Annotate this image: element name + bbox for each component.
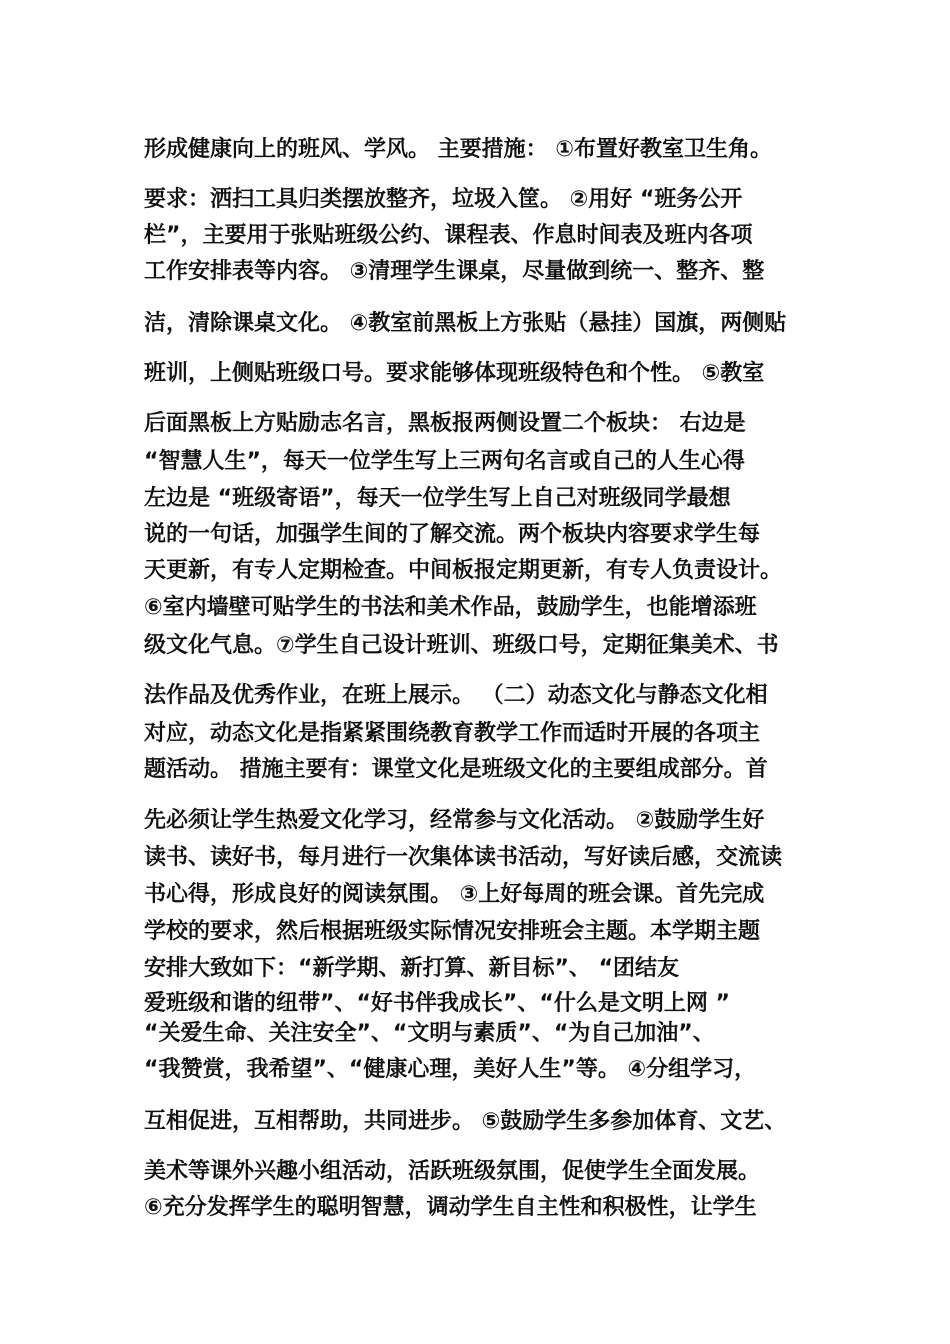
text-line: 要求：洒扫工具归类摆放整齐，垃圾入筐。 ②用好 “班务公开 — [144, 187, 743, 212]
text-line: “智慧人生”，每天一位学生写上三两句名言或自己的人生心得 — [144, 449, 745, 474]
text-line: 对应，动态文化是指紧紧围绕教育教学工作而适时开展的各项主 — [144, 721, 761, 746]
text-line: 班训，上侧贴班级口号。要求能够体现班级特色和个性。 ⑤教室 — [144, 361, 765, 386]
text-line: “我赞赏，我希望”、“健康心理，美好人生”等。 ④分组学习， — [144, 1057, 757, 1082]
text-line: 天更新，有专人定期检查。中间板报定期更新，有专人负责设计。 — [144, 558, 783, 583]
text-line: 左边是 “班级寄语”，每天一位学生写上自己对班级同学最想 — [144, 486, 731, 511]
text-line: 书心得，形成良好的阅读氛围。 ③上好每周的班会课。首先完成 — [144, 882, 765, 907]
text-line: 读书、读好书，每月进行一次集体读书活动，写好读后感，交流读 — [144, 845, 783, 870]
text-line: 洁，清除课桌文化。 ④教室前黑板上方张贴（悬挂）国旗，两侧贴 — [144, 311, 787, 336]
text-line: ⑥室内墙壁可贴学生的书法和美术作品，鼓励学生，也能增添班 — [144, 595, 757, 620]
text-line: 互相促进，互相帮助，共同进步。 ⑤鼓励学生多参加体育、文艺、 — [144, 1109, 787, 1134]
text-line: 形成健康向上的班风、学风。 主要措施： ①布置好教室卫生角。 — [144, 137, 772, 162]
text-line: 爱班级和谐的纽带”、“好书伴我成长”、“什么是文明上网 ” — [144, 991, 730, 1016]
text-line: ⑥充分发挥学生的聪明智慧，调动学生自主性和积极性，让学生 — [144, 1195, 757, 1220]
text-line: 栏”，主要用于张贴班级公约、课程表、作息时间表及班内各项 — [144, 223, 753, 248]
text-line: 先必须让学生热爱文化学习，经常参与文化活动。 ②鼓励学生好 — [144, 808, 765, 833]
text-line: 学校的要求，然后根据班级实际情况安排班会主题。本学期主题 — [144, 919, 761, 944]
text-line: 工作安排表等内容。 ③清理学生课桌，尽量做到统一、整齐、整 — [144, 259, 765, 284]
text-line: 说的一句话，加强学生间的了解交流。两个板块内容要求学生每 — [144, 522, 761, 547]
text-line: 级文化气息。⑦学生自己设计班训、班级口号，定期征集美术、书 — [144, 633, 779, 658]
text-line: 后面黑板上方贴励志名言，黑板报两侧设置二个板块： 右边是 — [144, 411, 746, 436]
text-line: 美术等课外兴趣小组活动，活跃班级氛围，促使学生全面发展。 — [144, 1159, 761, 1184]
text-line: 法作品及优秀作业，在班上展示。 （二）动态文化与静态文化相 — [144, 683, 768, 708]
text-line: “关爱生命、关注安全”、“文明与素质”、“为自己加油”、 — [144, 1021, 715, 1046]
text-line: 安排大致如下：“新学期、新打算、新目标”、 “团结友 — [144, 956, 680, 981]
text-line: 题活动。 措施主要有：课堂文化是班级文化的主要组成部分。首 — [144, 757, 768, 782]
